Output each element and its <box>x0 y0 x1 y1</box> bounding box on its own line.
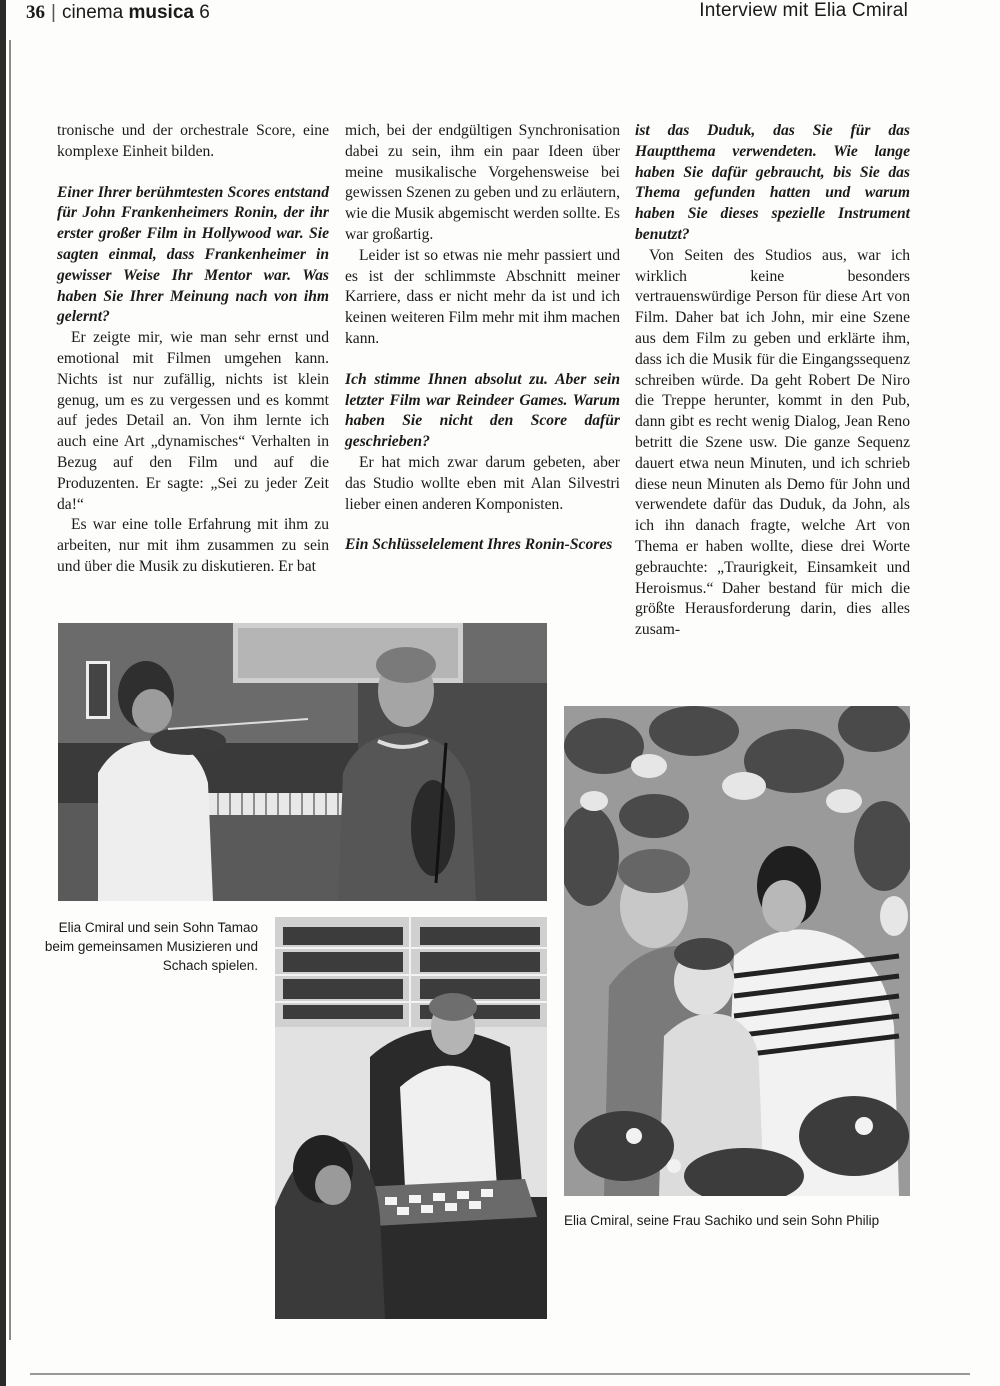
photo-chess-game <box>275 917 547 1319</box>
magazine-name-regular: cinema <box>61 2 124 23</box>
magazine-name-bold: musica <box>128 2 194 23</box>
paragraph: Leider ist so etwas nie mehr passiert und es ist der schlimmste Abschnitt meiner Karriere, dass er nicht mehr da ist und ich keinen weiteren Film mehr mit ihm machen kann. <box>345 246 620 347</box>
paragraph: Es war eine tolle Erfahrung mit ihm zu arbeiten, nur mit ihm zusammen zu sein und über die Musik zu diskutieren. Er bat <box>57 516 329 575</box>
paragraph: Er hat mich zwar darum gebeten, aber das Studio wollte eben mit Alan Silvestri lieber einen anderen Komponisten. <box>345 453 620 513</box>
page-header-left <box>26 2 210 24</box>
caption-family: Elia Cmiral, seine Frau Sachiko und sein Sohn Philip <box>564 1213 880 1228</box>
photo-violin-lesson <box>58 623 547 901</box>
interview-question: ist das Duduk, das Sie für das Hauptthema verwendeten. Wie lange haben Sie dafür gebraucht, bis Sie das Thema gefunden hatten und warum haben Sie dieses spezielle Instrument benutzt? <box>635 122 910 243</box>
text-column-2 <box>345 121 620 556</box>
page-spine-shadow <box>0 0 6 1386</box>
header-separator: | <box>51 2 56 23</box>
paragraph: tronische und der orchestrale Score, eine komplexe Einheit bilden. <box>57 122 329 160</box>
paragraph: Er zeigte mir, wie man sehr ernst und emotional mit Filmen umgehen kann. Nichts ist nur zufällig, nichts ist klein genug, um es zu vergessen und es kommt auf jedes Detail an. Von ihm lernte ich auch eine Art „dynamisches“ Verhalten in Bezug auf den Film und auf die Produzenten. Er sagte: „Sei zu jeder Zeit da!“ <box>57 329 329 513</box>
section-title: Interview mit Elia Cmiral <box>699 0 908 21</box>
page-edge-line <box>9 40 11 1340</box>
issue-number: 6 <box>199 2 210 23</box>
interview-question: Ich stimme Ihnen absolut zu. Aber sein letzter Film war Reindeer Games. Warum haben Sie nicht den Score dafür geschrieben? <box>345 370 620 451</box>
page-bottom-edge <box>30 1373 970 1375</box>
caption-music-chess: Elia Cmiral und sein Sohn Tamao beim gemeinsamen Musizieren und Schach spielen. <box>44 920 258 973</box>
text-column-1 <box>57 121 329 578</box>
page-number: 36 <box>26 2 45 23</box>
paragraph: Von Seiten des Studios aus, war ich wirklich keine besonders vertrauenswürdige Person für diese Art von Film. Daher bat ich John, mir eine Szene aus dem Film zu geben und erklärte ihm, dass ich die Musik für die Eingangssequenz schreiben würde. Da geht Robert De Niro die Treppe herunter, kommt in den Pub, dann gibt es recht wenig Dialog, Jean Reno betritt die Szene usw. Die ganze Sequenz dauert etwa neun Minuten, und ich schrieb diese neun Minuten als Demo für John und verwendete dafür das Duduk, da John, als ich ihn danach fragte, welche Art von Thema er haben wollte, diese drei Worte gebrauchte: „Traurigkeit, Einsamkeit und Heroismus.“ Daher bestand für mich die größte Herausforderung darin, dies alles zusam- <box>635 246 910 639</box>
photo-family-portrait <box>564 706 910 1196</box>
interview-question: Ein Schlüsselelement Ihres Ronin-Scores <box>345 536 613 554</box>
paragraph: mich, bei der endgültigen Synchronisation dabei zu sein, ihm ein paar Ideen über meine musikalische Vorgehensweise bei gewissen Szenen zu geben und zu erläutern, wie die Musik abgemischt werden sollte. Es war großartig. <box>345 122 620 243</box>
magazine-name <box>62 2 210 23</box>
text-column-3 <box>635 121 910 641</box>
interview-question: Einer Ihrer berühmtesten Scores entstand für John Frankenheimers Ronin, der ihr erster großer Film in Hollywood war. Sie sagten einmal, dass Frankenheimer in gewisser Weise Ihr Mentor war. Was haben Sie Ihrer Meinung nach von ihm gelernt? <box>57 183 329 326</box>
